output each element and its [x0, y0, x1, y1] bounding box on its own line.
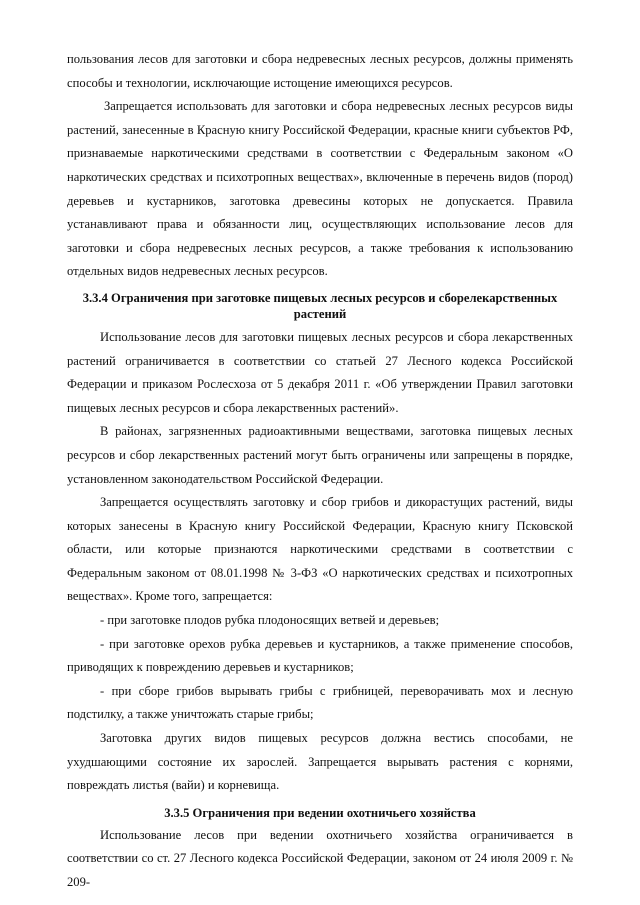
list-item: - при сборе грибов вырывать грибы с грибницей, переворачивать мох и лесную подстилку, а также уничтожать старые грибы; — [67, 683, 573, 722]
paragraph: Запрещается использовать для заготовки и сбора недревесных лесных ресурсов виды растений, занесенные в Красную книгу Российской Федерации, красные книги субъектов РФ, признаваемые наркотическими средствами в соответствии с Федеральным законом «О наркотических средствах и психотропных веществах», включенные в перечень видов (пород) деревьев и кустарников, заготовка древесины которых не допускается. Правила устанавливают права и обязанности лиц, осуществляющих использование лесов для заготовки и сбора недревесных лесных ресурсов, а также требования к использованию отдельных видов недревесных лесных ресурсов. — [67, 99, 573, 279]
section-heading-3-3-4: 3.3.4 Ограничения при заготовке пищевых лесных ресурсов и сборелекарственных растений — [82, 290, 558, 321]
paragraph: Использование лесов для заготовки пищевых лесных ресурсов и сбора лекарственных растений ограничивается в соответствии со статьей 27 Лесного кодекса Российской Федерации и приказом Рослесхоза от 5 декабря 2011 г. «Об утверждении Правил заготовки пищевых лесных ресурсов и сбора лекарственных растений». — [67, 329, 573, 415]
list-item: - при заготовке плодов рубка плодоносящих ветвей и деревьев; — [100, 613, 440, 628]
paragraph: Запрещается осуществлять заготовку и сбор грибов и дикорастущих растений, виды которых занесены в Красную книгу Российской Федерации, Красную книгу Псковской области, или которые признаются наркотическими средствами в соответствии с Федеральным законом от 08.01.1998 № 3-ФЗ «О наркотических средствах и психотропных веществах». Кроме того, запрещается: — [67, 495, 573, 604]
paragraph: пользования лесов для заготовки и сбора недревесных лесных ресурсов, должны применять способы и технологии, исключающие истощение имеющихся ресурсов. — [67, 52, 573, 90]
paragraph: В районах, загрязненных радиоактивными веществами, заготовка пищевых лесных ресурсов и сбор лекарственных растений могут быть ограничены или запрещены в порядке, установленном законодательством Российской Федерации. — [67, 424, 573, 486]
section-heading-3-3-5: 3.3.5 Ограничения при ведении охотничьего хозяйства — [164, 805, 476, 820]
paragraph: Заготовка других видов пищевых ресурсов должна вестись способами, не ухудшающими состояние их зарослей. Запрещается вырывать растения с корнями, повреждать листья (вайи) и корневища. — [67, 731, 573, 793]
paragraph: Использование лесов при ведении охотничьего хозяйства ограничивается в соответствии со ст. 27 Лесного кодекса Российской Федерации, законом от 24 июля 2009 г. № 209- — [67, 827, 573, 889]
document-page — [67, 48, 573, 895]
list-item: - при заготовке орехов рубка деревьев и кустарников, а также применение способов, приводящих к повреждению деревьев и кустарников; — [67, 636, 573, 675]
